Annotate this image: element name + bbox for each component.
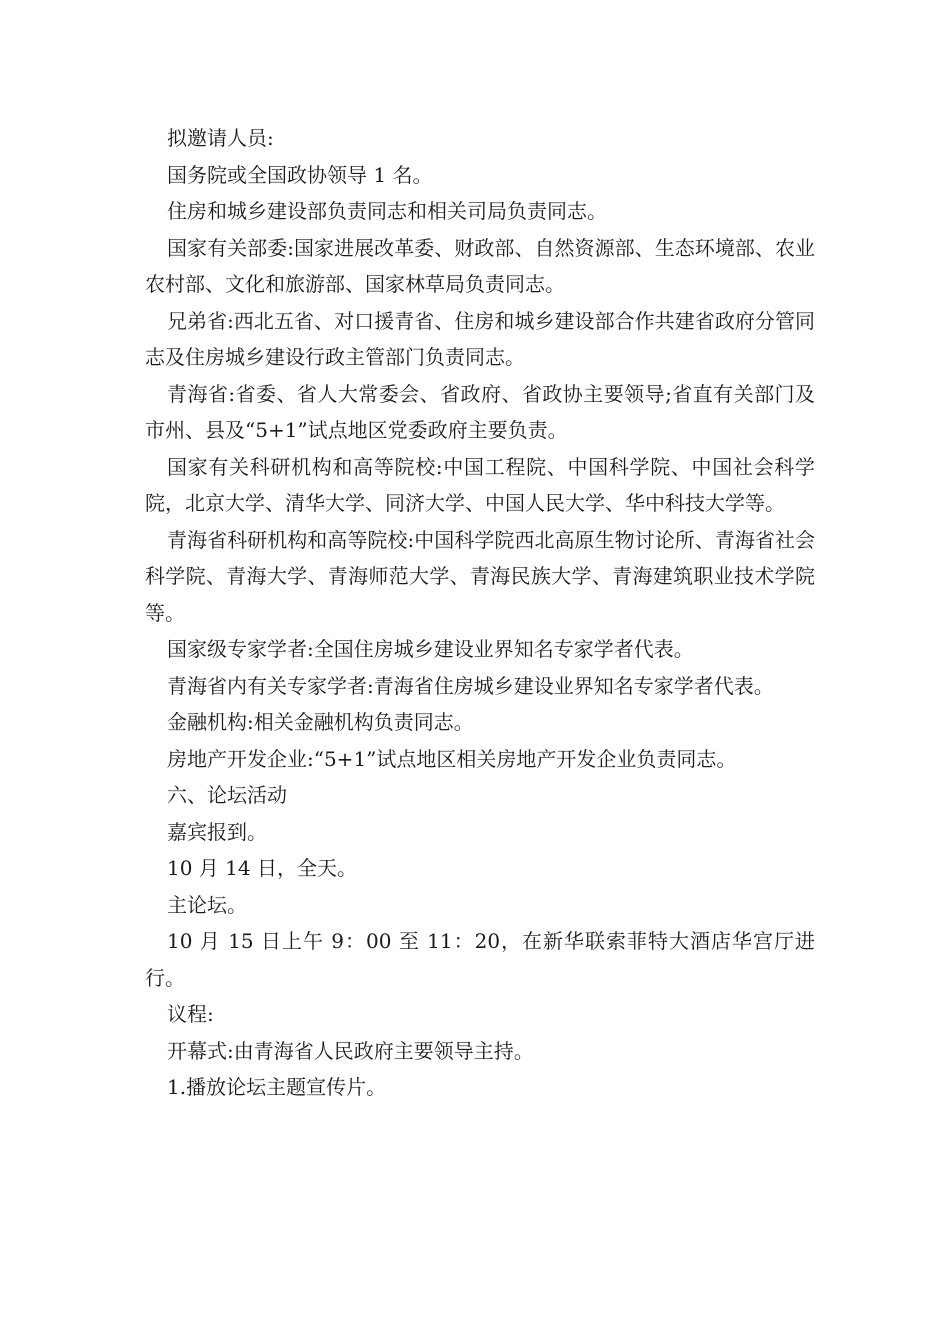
- paragraph-financial-institutions: 金融机构:相关金融机构负责同志。: [167, 710, 474, 734]
- paragraph-registration-date: 10 月 14 日，全天。: [167, 856, 357, 880]
- paragraph-agenda-heading: 议程:: [167, 1002, 214, 1026]
- paragraph-main-forum: 主论坛。: [167, 892, 247, 917]
- paragraph-qinghai-experts: 青海省内有关专家学者:青海省住房城乡建设业界知名专家学者代表。: [167, 673, 774, 698]
- paragraph-real-estate: 房地产开发企业:“5+1”试点地区相关房地产开发企业负责同志。: [167, 746, 737, 771]
- paragraph-ministry-housing: 住房和城乡建设部负责同志和相关司局负责同志。: [167, 199, 607, 223]
- paragraph-national-institutes: 国家有关科研机构和高等院校:中国工程院、中国科学院、中国社会科学院，北京大学、清华大学、同济大学、中国人民大学、华中科技大学等。: [145, 454, 815, 515]
- document-body: [145, 120, 815, 1106]
- paragraph-state-council: 国务院或全国政协领导 1 名。: [167, 162, 433, 187]
- paragraph-national-ministries: 国家有关部委:国家进展改革委、财政部、自然资源部、生态环境部、农业农村部、文化和旅游部、国家林草局负责同志。: [145, 235, 815, 296]
- paragraph-invitees-heading: 拟邀请人员:: [167, 126, 274, 150]
- section-heading-forum-activities: 六、论坛活动: [167, 783, 287, 807]
- paragraph-agenda-item-1: 1.播放论坛主题宣传片。: [167, 1075, 387, 1099]
- paragraph-national-experts: 国家级专家学者:全国住房城乡建设业界知名专家学者代表。: [167, 637, 694, 661]
- paragraph-opening-ceremony: 开幕式:由青海省人民政府主要领导主持。: [167, 1038, 534, 1063]
- paragraph-brother-provinces: 兄弟省:西北五省、对口援青省、住房和城乡建设部合作共建省政府分管同志及住房城乡建设行政主管部门负责同志。: [145, 308, 815, 369]
- paragraph-main-forum-time: 10 月 15 日上午 9：00 至 11：20，在新华联索菲特大酒店华宫厅进行。: [145, 929, 815, 990]
- paragraph-qinghai-province: 青海省:省委、省人大常委会、省政府、省政协主要领导;省直有关部门及市州、县及“5+1”试点地区党委政府主要负责。: [145, 381, 815, 442]
- paragraph-guest-registration: 嘉宾报到。: [167, 819, 267, 844]
- paragraph-qinghai-institutes: 青海省科研机构和高等院校:中国科学院西北高原生物讨论所、青海省社会科学院、青海大学、青海师范大学、青海民族大学、青海建筑职业技术学院等。: [145, 527, 815, 625]
